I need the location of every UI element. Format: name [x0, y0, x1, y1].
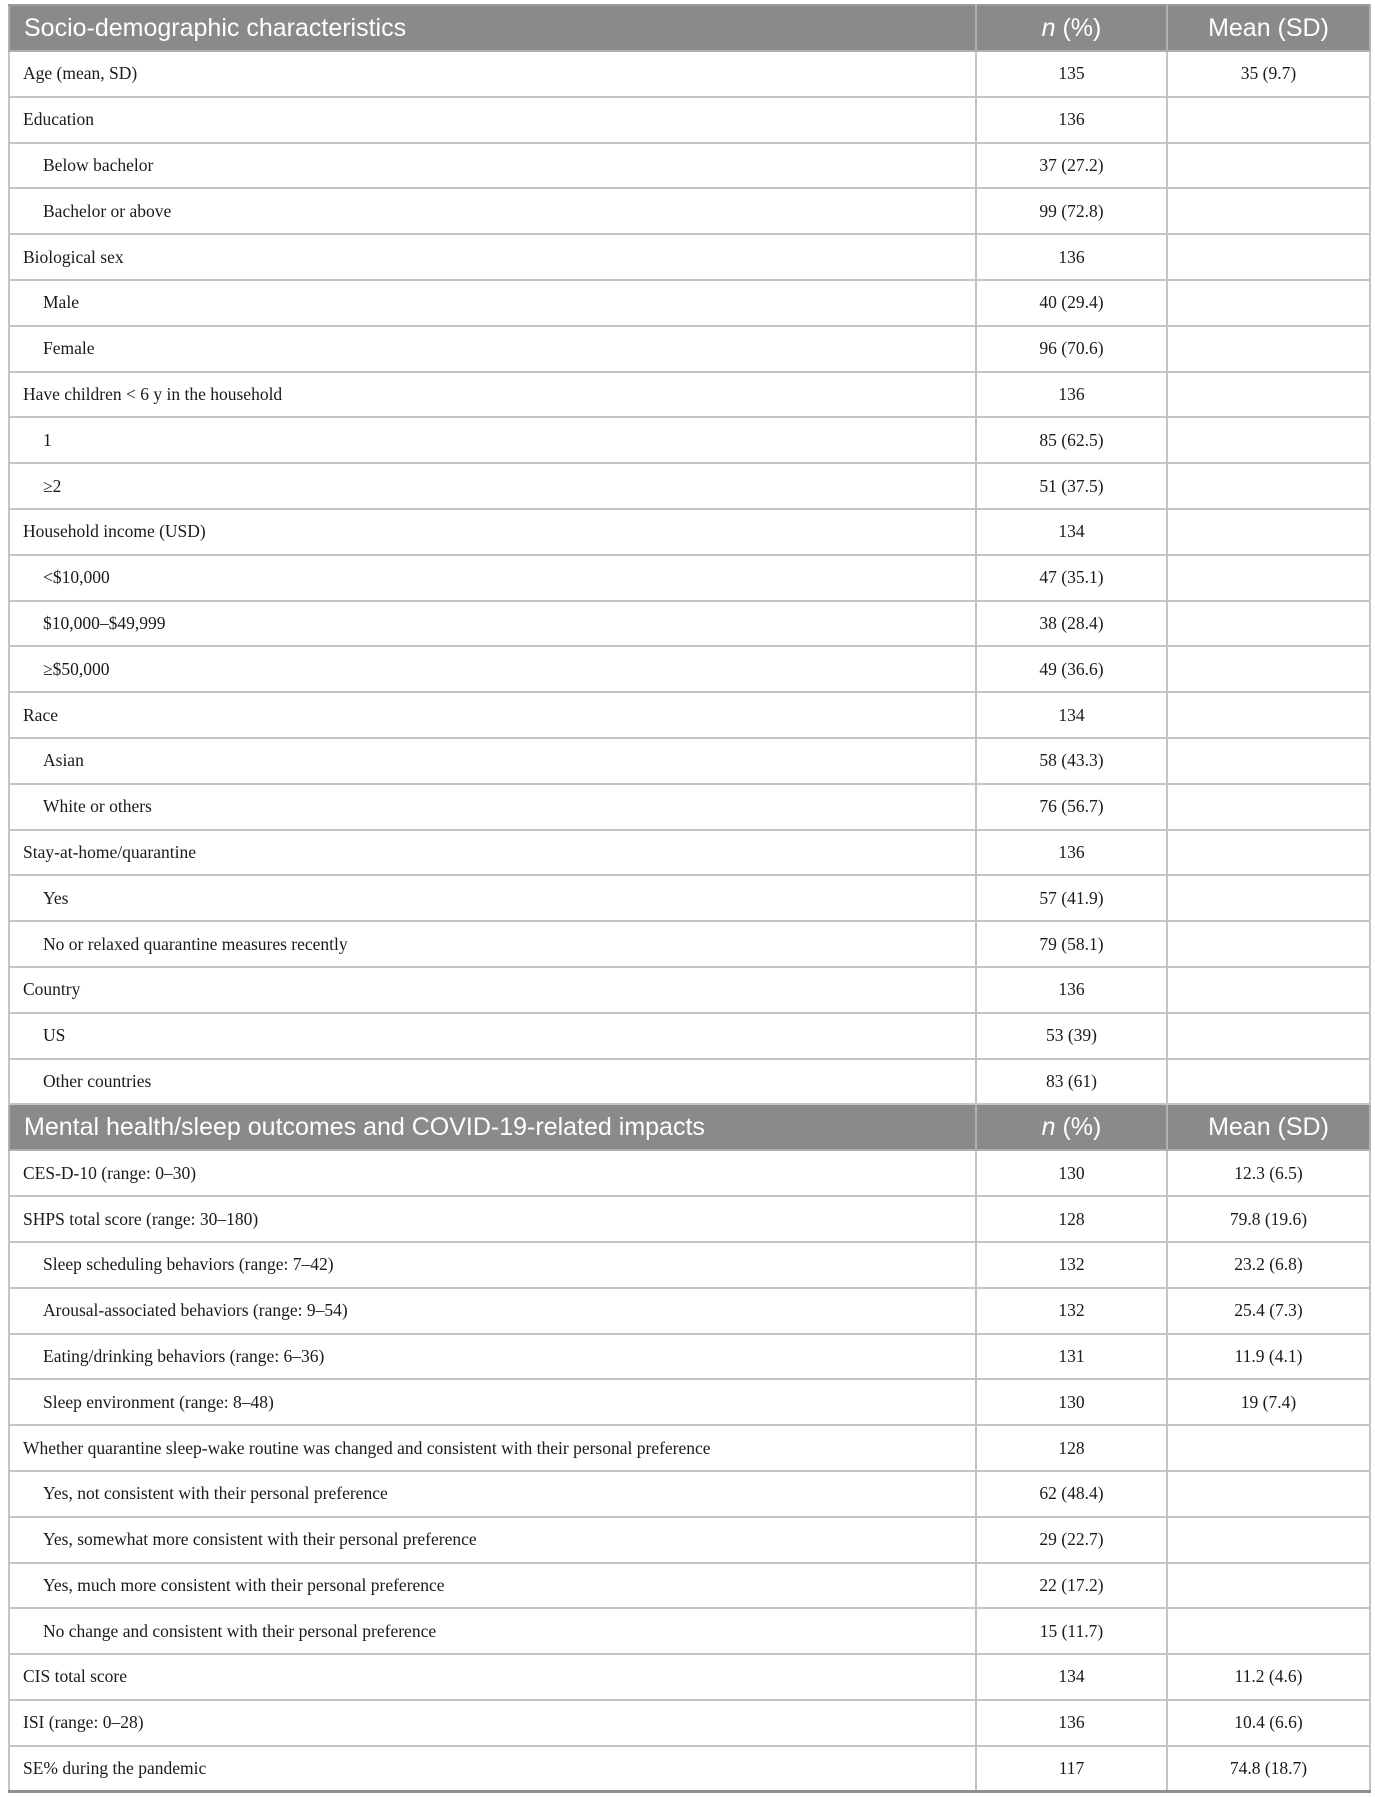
n-percent-cell: 99 (72.8) — [976, 188, 1167, 234]
row-label: Yes, much more consistent with their personal preference — [9, 1563, 976, 1609]
mean-sd-cell: 23.2 (6.8) — [1167, 1242, 1370, 1288]
mean-sd-cell — [1167, 555, 1370, 601]
mean-sd-cell — [1167, 921, 1370, 967]
row-label: Below bachelor — [9, 143, 976, 189]
mean-sd-cell: 19 (7.4) — [1167, 1379, 1370, 1425]
section-header-label: Mental health/sleep outcomes and COVID-19-related impacts — [9, 1104, 976, 1150]
table-row — [9, 1059, 1370, 1105]
table-row — [9, 1425, 1370, 1471]
n-percent-cell: 128 — [976, 1425, 1167, 1471]
row-label: Yes, not consistent with their personal preference — [9, 1471, 976, 1517]
row-label: Asian — [9, 738, 976, 784]
mean-sd-cell — [1167, 1517, 1370, 1563]
n-percent-cell: 134 — [976, 509, 1167, 555]
table-body — [9, 5, 1370, 1791]
row-label: Sleep scheduling behaviors (range: 7–42) — [9, 1242, 976, 1288]
row-label: CIS total score — [9, 1654, 976, 1700]
mean-sd-cell — [1167, 234, 1370, 280]
table-row — [9, 738, 1370, 784]
mean-sd-cell: 11.9 (4.1) — [1167, 1334, 1370, 1380]
n-percent-cell: 85 (62.5) — [976, 417, 1167, 463]
mean-sd-cell — [1167, 417, 1370, 463]
mean-sd-cell — [1167, 372, 1370, 418]
n-percent-cell: 136 — [976, 830, 1167, 876]
n-symbol: n — [1041, 13, 1056, 42]
percent-suffix: (%) — [1055, 13, 1102, 42]
row-label: Biological sex — [9, 234, 976, 280]
row-label: US — [9, 1013, 976, 1059]
table-row — [9, 875, 1370, 921]
n-percent-cell: 117 — [976, 1746, 1167, 1792]
row-label: SE% during the pandemic — [9, 1746, 976, 1792]
row-label: 1 — [9, 417, 976, 463]
table-row — [9, 1013, 1370, 1059]
mean-sd-cell: 35 (9.7) — [1167, 51, 1370, 97]
table-row — [9, 1334, 1370, 1380]
mean-sd-cell — [1167, 646, 1370, 692]
row-label: Yes, somewhat more consistent with their personal preference — [9, 1517, 976, 1563]
n-percent-cell: 130 — [976, 1150, 1167, 1196]
n-percent-cell: 130 — [976, 1379, 1167, 1425]
n-percent-cell: 132 — [976, 1288, 1167, 1334]
row-label: ISI (range: 0–28) — [9, 1700, 976, 1746]
n-percent-cell: 40 (29.4) — [976, 280, 1167, 326]
n-percent-cell: 38 (28.4) — [976, 601, 1167, 647]
table-row — [9, 1654, 1370, 1700]
mean-sd-cell: 79.8 (19.6) — [1167, 1196, 1370, 1242]
table-row — [9, 555, 1370, 601]
mean-sd-header: Mean (SD) — [1167, 1104, 1370, 1150]
table-row — [9, 967, 1370, 1013]
data-table-container — [8, 4, 1369, 1793]
table-row — [9, 188, 1370, 234]
mean-sd-cell — [1167, 830, 1370, 876]
n-percent-cell: 37 (27.2) — [976, 143, 1167, 189]
table-row — [9, 1471, 1370, 1517]
row-label: No or relaxed quarantine measures recently — [9, 921, 976, 967]
mean-sd-cell — [1167, 738, 1370, 784]
row-label: Female — [9, 326, 976, 372]
row-label: No change and consistent with their personal preference — [9, 1608, 976, 1654]
row-label: CES-D-10 (range: 0–30) — [9, 1150, 976, 1196]
mean-sd-cell — [1167, 1608, 1370, 1654]
table-row — [9, 830, 1370, 876]
n-percent-cell: 132 — [976, 1242, 1167, 1288]
row-label: Country — [9, 967, 976, 1013]
row-label: Stay-at-home/quarantine — [9, 830, 976, 876]
row-label: Eating/drinking behaviors (range: 6–36) — [9, 1334, 976, 1380]
n-percent-cell: 58 (43.3) — [976, 738, 1167, 784]
table-row — [9, 234, 1370, 280]
n-percent-cell: 134 — [976, 692, 1167, 738]
mean-sd-cell: 25.4 (7.3) — [1167, 1288, 1370, 1334]
n-percent-cell: 29 (22.7) — [976, 1517, 1167, 1563]
table-row — [9, 280, 1370, 326]
mean-sd-cell — [1167, 692, 1370, 738]
table-row — [9, 1196, 1370, 1242]
row-label: Race — [9, 692, 976, 738]
table-row — [9, 372, 1370, 418]
table-row — [9, 646, 1370, 692]
row-label: SHPS total score (range: 30–180) — [9, 1196, 976, 1242]
row-label: Whether quarantine sleep-wake routine was changed and consistent with their personal preference — [9, 1425, 976, 1471]
table-row — [9, 1242, 1370, 1288]
row-label: ≥$50,000 — [9, 646, 976, 692]
row-label: Arousal-associated behaviors (range: 9–54) — [9, 1288, 976, 1334]
n-percent-cell: 49 (36.6) — [976, 646, 1167, 692]
row-label: ≥2 — [9, 463, 976, 509]
row-label: <$10,000 — [9, 555, 976, 601]
n-percent-cell: 136 — [976, 1700, 1167, 1746]
table-row — [9, 1150, 1370, 1196]
row-label: $10,000–$49,999 — [9, 601, 976, 647]
mean-sd-cell: 11.2 (4.6) — [1167, 1654, 1370, 1700]
n-percent-cell: 15 (11.7) — [976, 1608, 1167, 1654]
mean-sd-cell — [1167, 1563, 1370, 1609]
mean-sd-cell — [1167, 143, 1370, 189]
section-header-row — [9, 5, 1370, 51]
n-percent-cell: 136 — [976, 372, 1167, 418]
n-percent-cell: 53 (39) — [976, 1013, 1167, 1059]
n-percent-cell: 131 — [976, 1334, 1167, 1380]
row-label: Have children < 6 y in the household — [9, 372, 976, 418]
table-row — [9, 417, 1370, 463]
mean-sd-cell — [1167, 188, 1370, 234]
table-row — [9, 921, 1370, 967]
mean-sd-cell — [1167, 784, 1370, 830]
row-label: Education — [9, 97, 976, 143]
mean-sd-header: Mean (SD) — [1167, 5, 1370, 51]
table-row — [9, 1563, 1370, 1609]
row-label: Age (mean, SD) — [9, 51, 976, 97]
characteristics-table — [8, 4, 1371, 1793]
mean-sd-cell — [1167, 280, 1370, 326]
n-percent-cell: 62 (48.4) — [976, 1471, 1167, 1517]
percent-suffix: (%) — [1055, 1112, 1102, 1141]
table-row — [9, 97, 1370, 143]
n-percent-cell: 47 (35.1) — [976, 555, 1167, 601]
n-percent-cell: 83 (61) — [976, 1059, 1167, 1105]
n-percent-header — [976, 5, 1167, 51]
table-row — [9, 1517, 1370, 1563]
n-percent-cell: 136 — [976, 967, 1167, 1013]
mean-sd-cell — [1167, 1059, 1370, 1105]
mean-sd-cell — [1167, 326, 1370, 372]
mean-sd-cell — [1167, 1471, 1370, 1517]
table-row — [9, 1608, 1370, 1654]
n-percent-cell: 79 (58.1) — [976, 921, 1167, 967]
n-percent-cell: 136 — [976, 97, 1167, 143]
table-row — [9, 1700, 1370, 1746]
table-row — [9, 326, 1370, 372]
n-percent-cell: 128 — [976, 1196, 1167, 1242]
mean-sd-cell — [1167, 463, 1370, 509]
n-percent-cell: 51 (37.5) — [976, 463, 1167, 509]
n-percent-cell: 22 (17.2) — [976, 1563, 1167, 1609]
table-row — [9, 784, 1370, 830]
table-row — [9, 692, 1370, 738]
mean-sd-cell: 74.8 (18.7) — [1167, 1746, 1370, 1792]
mean-sd-cell: 10.4 (6.6) — [1167, 1700, 1370, 1746]
mean-sd-cell — [1167, 875, 1370, 921]
row-label: Male — [9, 280, 976, 326]
mean-sd-cell — [1167, 967, 1370, 1013]
n-percent-cell: 96 (70.6) — [976, 326, 1167, 372]
table-row — [9, 143, 1370, 189]
row-label: Other countries — [9, 1059, 976, 1105]
table-row — [9, 601, 1370, 647]
mean-sd-cell — [1167, 509, 1370, 555]
row-label: Household income (USD) — [9, 509, 976, 555]
row-label: White or others — [9, 784, 976, 830]
n-percent-cell: 76 (56.7) — [976, 784, 1167, 830]
table-row — [9, 509, 1370, 555]
mean-sd-cell — [1167, 97, 1370, 143]
n-symbol: n — [1041, 1112, 1056, 1141]
n-percent-cell: 135 — [976, 51, 1167, 97]
section-header-row — [9, 1104, 1370, 1150]
mean-sd-cell — [1167, 1425, 1370, 1471]
table-row — [9, 1379, 1370, 1425]
row-label: Sleep environment (range: 8–48) — [9, 1379, 976, 1425]
row-label: Bachelor or above — [9, 188, 976, 234]
table-row — [9, 51, 1370, 97]
n-percent-cell: 136 — [976, 234, 1167, 280]
n-percent-header — [976, 1104, 1167, 1150]
n-percent-cell: 134 — [976, 1654, 1167, 1700]
table-row — [9, 1746, 1370, 1792]
section-header-label: Socio-demographic characteristics — [9, 5, 976, 51]
n-percent-cell: 57 (41.9) — [976, 875, 1167, 921]
mean-sd-cell — [1167, 601, 1370, 647]
table-row — [9, 1288, 1370, 1334]
mean-sd-cell: 12.3 (6.5) — [1167, 1150, 1370, 1196]
table-row — [9, 463, 1370, 509]
mean-sd-cell — [1167, 1013, 1370, 1059]
row-label: Yes — [9, 875, 976, 921]
